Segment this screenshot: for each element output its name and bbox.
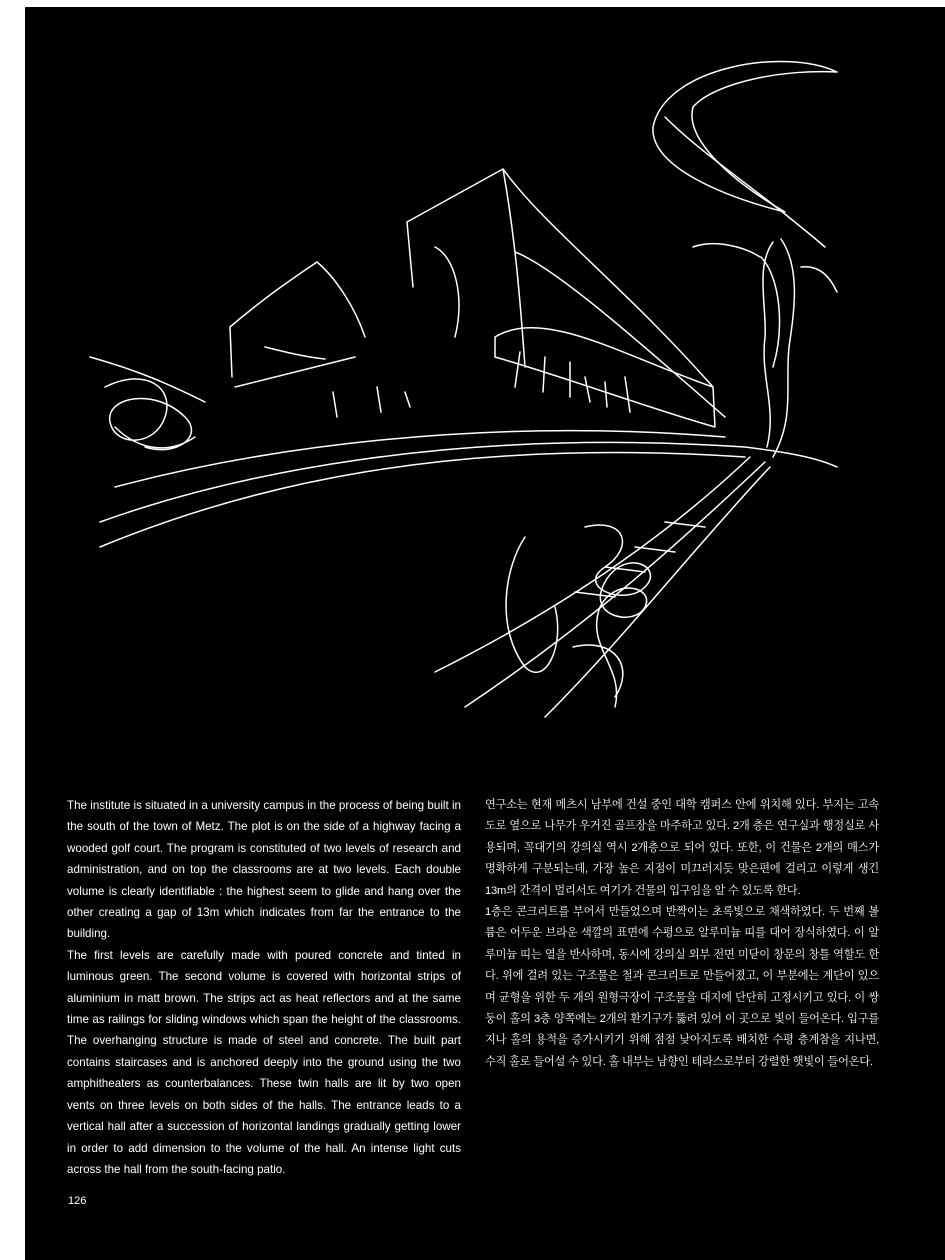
sketch-shrub-loops [573, 645, 623, 697]
sketch-road-line [100, 453, 745, 547]
english-paragraph-1: The institute is situated in a university campus in the process of being built in the south of the town of Metz. The plot is on the side of a highway facing a wooded golf court. The program is constituted of two levels of research and administration, and on top the classrooms are at two levels. Each double volume is clearly identifiable : the highest seem to glide and hang over the other creating a gap of 13m which indicates from far the entrance to the building. [67, 799, 461, 941]
korean-paragraph-2: 1층은 콘크리트를 부어서 만들었으며 반짝이는 초록빛으로 채색하였다. 두 번째 볼륨은 어두운 브라운 색깔의 표면에 수평으로 알루미늄 띠를 대어 장식하였다. 이 알루미늄 띠는 열을 반사하며, 동시에 강의실 외부 전면 미닫이 창문의 창틀 역할도 한다. 위에 걸려 있는 구조물은 철과 콘크리트로 만들어졌고, 이 부분에는 계단이 있으며 균형을 위한 두 개의 원형극장이 구조물을 대지에 단단히 고정시키고 있다. 이 쌍둥이 홀의 3층 양쪽에는 2개의 환기구가 뚫려 있어 이 곳으로 빛이 들어온다. 입구를 지나 홀의 용적을 증가시키기 위해 점점 낮아지도록 배치한 수평 층계참을 지나면, 수직 홀로 들어설 수 있다. 홀 내부는 남향인 테라스로부터 강렬한 햇빛이 들어온다. [485, 906, 879, 1068]
sketch-left-volume [230, 262, 365, 387]
page [25, 7, 945, 1260]
sketch-upper-volume-edge [435, 247, 725, 417]
english-paragraph-2: The first levels are carefully made with poured concrete and tinted in luminous green. The second volume is covered with horizontal strips of aluminium in matt brown. The strips act as heat reflectors and at the same time as railings for sliding windows which span the height of the classrooms. The overhanging structure is made of steel and concrete. The built part contains staircases and is anchored deeply into the ground using the two amphitheaters as counterbalances. These twin halls are lit by two open vents on three levels on both sides of the halls. The entrance leads to a vertical hall after a succession of horizontal landings gradually getting lower in order to add dimension to the volume of the hall. An intense light cuts across the hall from the south-facing patio. [67, 948, 461, 1176]
korean-column [485, 795, 879, 1073]
sketch-ramp-steps [575, 522, 705, 597]
sketch-figures [333, 352, 630, 417]
sketch-ground-line [100, 442, 837, 522]
sketch-drawing [25, 7, 945, 767]
sketch-crescent [653, 61, 837, 212]
sketch-shrub [506, 525, 650, 707]
sketch-left-tree [90, 357, 205, 450]
page-number: 126 [68, 1195, 87, 1207]
sketch-crescent-tail [665, 117, 825, 247]
sketch-road-line-2 [115, 431, 725, 487]
korean-paragraph-1: 연구소는 현재 메츠시 남부에 건설 중인 대학 캠퍼스 안에 위치해 있다. 부지는 고속도로 옆으로 나무가 우거진 골프장을 마주하고 있다. 2개 층은 연구실과 행정실로 사용되며, 꼭대기의 강의실 역시 2개층으로 되어 있다. 또한, 이 건물은 2개의 매스가 명확하게 구분되는데, 가장 높은 지점이 미끄러지듯 맞은편에 걸리고 이렇게 생긴 13m의 간격이 멀리서도 여기가 건물의 입구임을 알 수 있도록 한다. [485, 799, 879, 897]
architectural-sketch [25, 7, 945, 767]
sketch-upper-volume [407, 169, 715, 427]
english-column [67, 795, 461, 1180]
